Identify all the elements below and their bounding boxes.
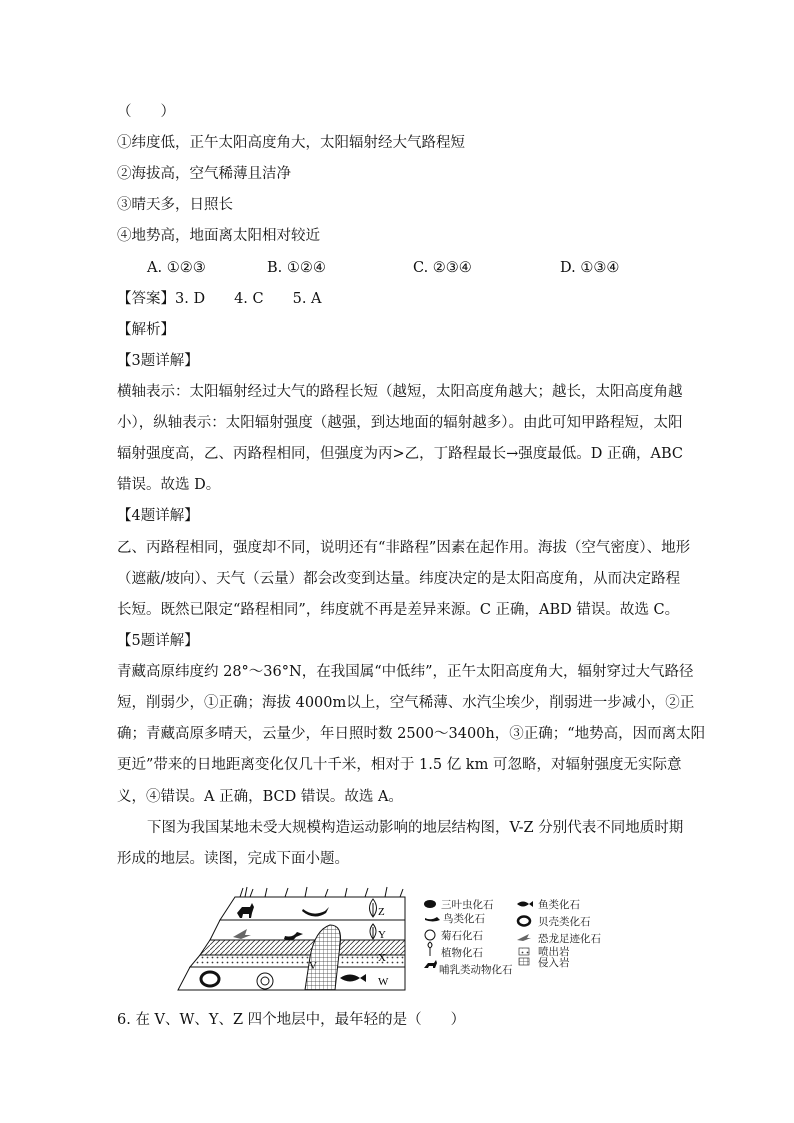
layer-label-x: X xyxy=(378,952,386,964)
statement-2: ②海拔高，空气稀薄且洁净 xyxy=(117,166,291,182)
option-b: B. ①②④ xyxy=(267,260,326,276)
q5-text-1: 青藏高原纬度约 28°～36°N，在我国属“中低纬”，正午太阳高度角大，辐射穿过大气路径 xyxy=(117,664,694,680)
legend-dino: 恐龙足迹化石 xyxy=(538,933,601,945)
legend-extrusive: 喷出岩 xyxy=(538,946,570,958)
q3-heading: 【3题详解】 xyxy=(117,353,199,369)
statement-3: ③晴天多，日照长 xyxy=(117,197,233,213)
option-c: C. ②③④ xyxy=(413,260,472,276)
layer-y-hatch xyxy=(200,940,405,955)
dino-icon xyxy=(517,934,531,941)
legend-plant: 植物化石 xyxy=(441,947,483,959)
q3-text-1: 横轴表示：太阳辐射经过大气的路程长短（越短，太阳高度角越大；越长，太阳高度角越 xyxy=(117,384,683,400)
answer-line: 【答案】3. D 4. C 5. A xyxy=(117,291,322,307)
bird-icon xyxy=(425,917,440,922)
layer-label-z: Z xyxy=(378,906,385,918)
legend-fish: 鱼类化石 xyxy=(538,899,580,911)
legend-shell: 贝壳类化石 xyxy=(538,916,591,928)
q4-heading: 【4题详解】 xyxy=(117,508,199,524)
question-6: 6. 在 V、W、Y、Z 四个地层中，最年轻的是（ ） xyxy=(117,1012,466,1028)
grass-icon xyxy=(240,887,403,897)
figure-intro-1: 下图为我国某地未受大规模构造运动影响的地层结构图，V-Z 分别代表不同地质时期 xyxy=(147,820,684,836)
q5-heading: 【5题详解】 xyxy=(117,633,199,649)
intrusive-icon xyxy=(519,958,529,965)
legend-trilobite: 三叶虫化石 xyxy=(441,899,494,911)
legend-intrusive: 侵入岩 xyxy=(538,957,570,969)
q5-text-3: 确；青藏高原多晴天，云量少，年日照时数 2500～3400h，③正确；“地势高，因而离太阳 xyxy=(117,726,706,742)
layer-label-w: W xyxy=(378,976,389,988)
q5-text-2: 短，削弱少，①正确；海拔 4000m以上，空气稀薄、水汽尘埃少，削弱进一步减小，②正 xyxy=(117,695,695,711)
analysis-heading: 【解析】 xyxy=(117,322,175,338)
legend xyxy=(424,898,601,976)
question-bracket: （ ） xyxy=(117,104,175,120)
figure-intro-2: 形成的地层。读图，完成下面小题。 xyxy=(117,851,349,867)
option-d: D. ①③④ xyxy=(560,260,620,276)
q4-text-3: 长短。既然已限定“路程相同”，纬度就不再是差异来源。C 正确，ABD 错误。故选 C。 xyxy=(117,602,680,618)
q3-text-2: 小），纵轴表示：太阳辐射强度（越强，到达地面的辐射越多）。由此可知甲路程短，太阳 xyxy=(117,415,683,431)
statement-1: ①纬度低，正午太阳高度角大，太阳辐射经大气路程短 xyxy=(117,135,465,151)
q4-text-2: （遮蔽/坡向）、天气（云量）都会改变到达量。纬度决定的是太阳高度角，从而决定路程 xyxy=(117,571,681,587)
layer-label-y: Y xyxy=(378,929,386,941)
q4-text-1: 乙、丙路程相同，强度却不同，说明还有“非路程”因素在起作用。海拔（空气密度）、地形 xyxy=(117,540,691,556)
legend-bird: 鸟类化石 xyxy=(443,913,485,925)
option-a: A. ①②③ xyxy=(147,260,206,276)
layer-x xyxy=(190,955,405,967)
shell-icon xyxy=(518,917,530,926)
q3-text-3: 辐射强度高，乙、丙路程相同，但强度为丙>乙，丁路程最长→强度最低。D 正确，ABC xyxy=(117,446,684,462)
mammal-icon xyxy=(424,960,437,968)
layer-label-v: V xyxy=(309,960,317,972)
fish-icon xyxy=(517,901,533,907)
plant-legend-icon xyxy=(428,942,432,956)
trilobite-icon xyxy=(424,900,436,908)
q3-text-4: 错误。故选 D。 xyxy=(117,477,221,493)
q5-text-4: 更近”带来的日地距离变化仅几十千米，相对于 1.5 亿 km 可忽略，对辐射强度无实际意 xyxy=(117,757,682,773)
strata-figure xyxy=(175,885,625,995)
statement-4: ④地势高，地面离太阳相对较近 xyxy=(117,228,320,244)
extrusive-icon xyxy=(519,948,529,955)
ammonite-icon xyxy=(425,930,435,940)
legend-ammonite: 菊石化石 xyxy=(441,930,483,942)
legend-mammal: 哺乳类动物化石 xyxy=(439,964,513,976)
q5-text-5: 义，④错误。A 正确，BCD 错误。故选 A。 xyxy=(117,789,403,805)
